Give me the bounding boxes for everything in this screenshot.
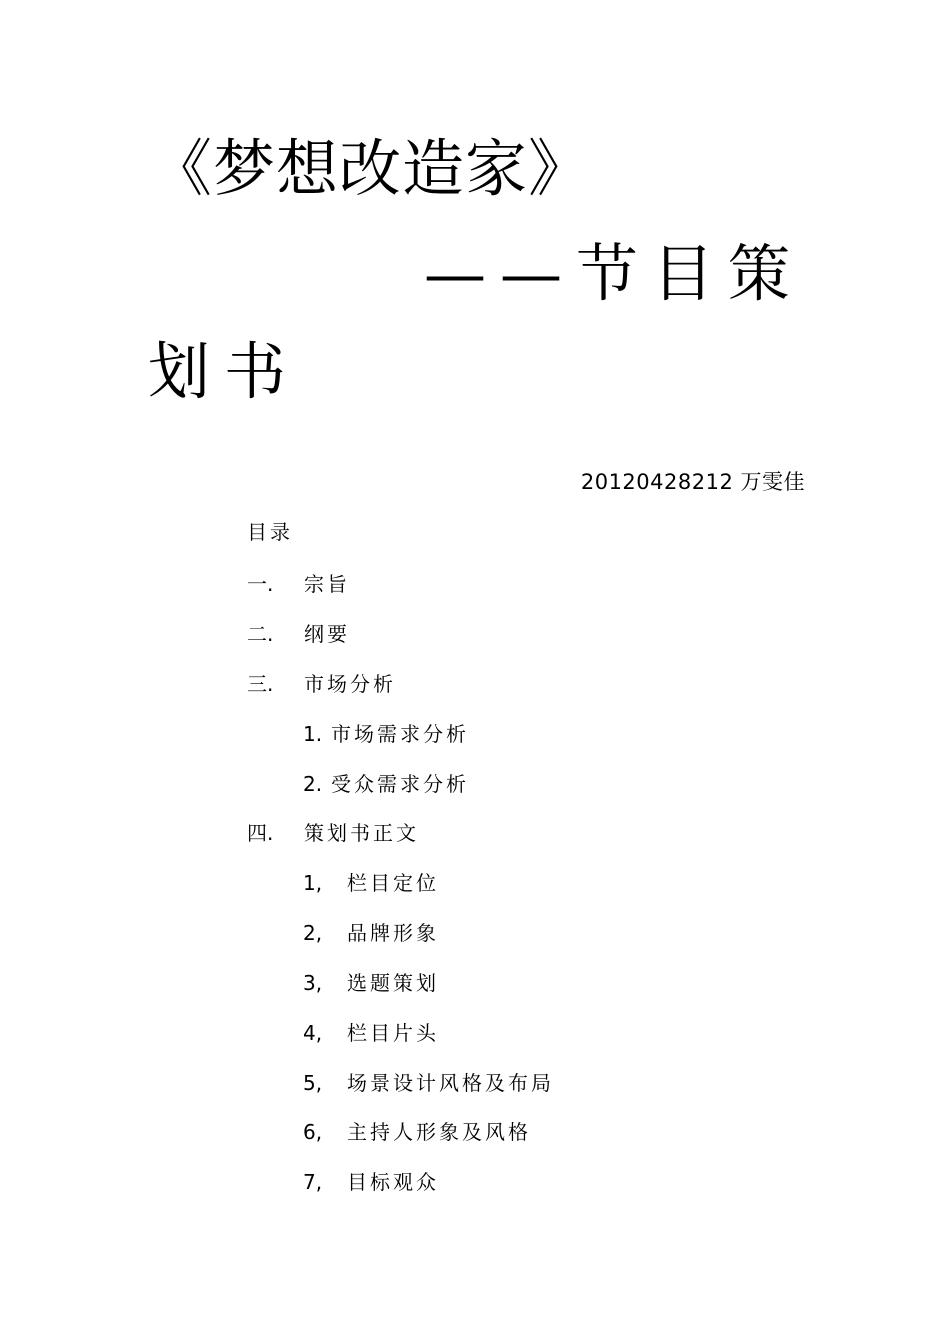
toc-item-number: 一. [247,572,274,596]
document-title-line-3: 划书 [148,335,301,408]
toc-heading: 目录 [247,520,293,544]
toc-item-label: 选题策划 [347,971,439,995]
toc-item-label: 策划书正文 [304,821,419,845]
toc-item-number: 3, [303,971,323,995]
toc-item-label: 宗旨 [304,572,350,596]
toc-item-label: 纲要 [304,622,350,646]
author-line: 20120428212 万雯佳 [580,470,805,494]
toc-item-number: 5, [303,1071,323,1095]
toc-item-label: 品牌形象 [347,921,439,945]
toc-item-label: 主持人形象及风格 [347,1120,531,1144]
toc-item-number: 四. [247,821,274,845]
toc-item-label: 目标观众 [347,1170,439,1194]
toc-item-number: 7, [303,1170,323,1194]
toc-item-number: 4, [303,1021,323,1045]
toc-item-label: 场景设计风格及布局 [347,1071,554,1095]
toc-item-number: 2. [303,772,323,796]
toc-item-label: 栏目定位 [347,871,439,895]
toc-item-label: 栏目片头 [347,1021,439,1045]
toc-item-number: 1. [303,722,323,746]
document-title-line-1: 《梦想改造家》 [150,132,592,205]
toc-item-label: 市场分析 [304,672,396,696]
toc-item-number: 2, [303,921,323,945]
toc-item-number: 1, [303,871,323,895]
toc-item-number: 二. [247,622,274,646]
toc-item-label: 受众需求分析 [331,772,469,796]
toc-item-number: 6, [303,1120,323,1144]
document-title-line-2: ——节目策 [423,237,804,310]
toc-item-number: 三. [247,672,274,696]
toc-item-label: 市场需求分析 [331,722,469,746]
